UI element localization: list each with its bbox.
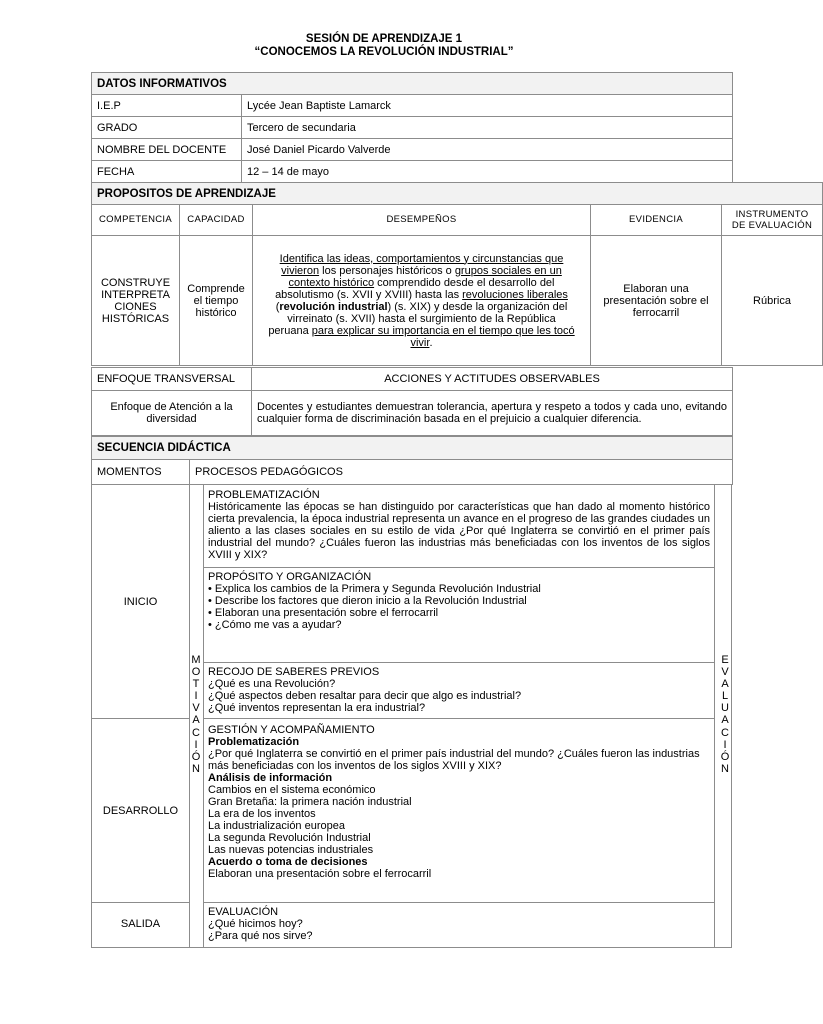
enfoque-table — [91, 367, 733, 436]
problematizacion-title: PROBLEMATIZACIÓN — [208, 489, 320, 501]
proposito-item: • Describe los factores que dieron inicio a la Revolución Industrial — [208, 595, 710, 607]
gestion-item: La segunda Revolución Industrial — [208, 832, 371, 844]
datos-informativos-table — [91, 72, 733, 183]
problematizacion-text: Históricamente las épocas se han distinguido por características que han dado al momento histórico cierta prevalencia, la época industrial representa un avance en el progreso de las grandes ciudades un aliento a las clases sociales en su estilo de vida ¿Por qué Inglaterra se convirtió en el primer país industrial del mundo? ¿Cuáles fueron las industrias más beneficiadas con los inventos de los siglos XVIII y XIX? — [208, 501, 710, 561]
gestion-box — [203, 718, 715, 903]
competencia-value: CONSTRUYE INTERPRETA CIONES HISTÓRICAS — [92, 236, 180, 366]
datos-heading: DATOS INFORMATIVOS — [92, 73, 733, 95]
propositos-table — [91, 182, 823, 366]
proposito-box — [203, 567, 715, 663]
proposito-item: • Explica los cambios de la Primera y Segunda Revolución Industrial — [208, 583, 710, 595]
instrumento-value: Rúbrica — [722, 236, 823, 366]
momento-desarrollo: DESARROLLO — [102, 805, 179, 817]
momento-inicio: INICIO — [123, 596, 158, 608]
evaluacion-line: ¿Qué hicimos hoy? — [208, 918, 303, 930]
secuencia-table — [91, 436, 733, 485]
acciones-heading: ACCIONES Y ACTITUDES OBSERVABLES — [252, 368, 733, 391]
datos-value: Lycée Jean Baptiste Lamarck — [242, 95, 733, 117]
capacidad-value: Comprende el tiempo histórico — [180, 236, 253, 366]
saberes-line: ¿Qué aspectos deben resaltar para decir que algo es industrial? — [208, 690, 522, 702]
datos-value: 12 – 14 de mayo — [242, 161, 733, 183]
proposito-title: PROPÓSITO Y ORGANIZACIÓN — [208, 571, 372, 583]
motivacion-label: M O T I V A C I Ó N — [191, 654, 201, 775]
col-desempenos: DESEMPEÑOS — [253, 205, 591, 236]
datos-label: I.E.P — [92, 95, 242, 117]
propositos-heading: PROPOSITOS DE APRENDIZAJE — [92, 183, 823, 205]
saberes-title: RECOJO DE SABERES PREVIOS — [208, 666, 380, 678]
momento-salida: SALIDA — [120, 918, 161, 930]
procesos-heading: PROCESOS PEDAGÓGICOS — [190, 460, 733, 485]
gestion-question: ¿Por qué Inglaterra se convirtió en el primer país industrial del mundo? ¿Cuáles fueron las industrias más beneficiadas con los inventos de los siglos XVIII y XIX? — [208, 748, 700, 772]
gestion-final: Elaboran una presentación sobre el ferrocarril — [208, 868, 432, 880]
secuencia-heading: SECUENCIA DIDÁCTICA — [92, 437, 733, 460]
col-capacidad: CAPACIDAD — [180, 205, 253, 236]
session-title: SESIÓN DE APRENDIZAJE 1 — [305, 33, 463, 45]
proposito-item: • ¿Cómo me vas a ayudar? — [208, 619, 710, 631]
gestion-item: La industrialización europea — [208, 820, 345, 832]
gestion-item: La era de los inventos — [208, 808, 316, 820]
gestion-sub-acuerdo: Acuerdo o toma de decisiones — [208, 856, 368, 868]
momentos-heading: MOMENTOS — [92, 460, 190, 485]
session-subtitle: “CONOCEMOS LA REVOLUCIÓN INDUSTRIAL” — [254, 46, 514, 58]
enfoque-value: Enfoque de Atención a la diversidad — [92, 391, 252, 436]
col-evidencia: EVIDENCIA — [591, 205, 722, 236]
evaluacion-line: ¿Para qué nos sirve? — [208, 930, 313, 942]
evaluacion-box — [203, 902, 715, 948]
datos-label: FECHA — [92, 161, 242, 183]
gestion-sub-analisis: Análisis de información — [208, 772, 333, 784]
gestion-item: Cambios en el sistema económico — [208, 784, 376, 796]
gestion-sub-problematizacion: Problematización — [208, 736, 300, 748]
evaluacion-title: EVALUACIÓN — [208, 906, 279, 918]
desempeno-value: Identifica las ideas, comportamientos y circunstancias que vivieron los personajes históricos o grupos sociales en un contexto histórico comprendido desde el desarrollo del absolutismo (s. XVII y XVIII) hasta las revoluciones liberales (revolución industrial) (s. XIX) y desde la organización del virreinato (s. XVII) hasta el surgimiento de la República peruana para explicar su importancia en el tiempo que les tocó vivir. — [253, 236, 591, 366]
evidencia-value: Elaboran una presentación sobre el ferrocarril — [591, 236, 722, 366]
col-competencia: COMPETENCIA — [92, 205, 180, 236]
saberes-box — [203, 662, 715, 719]
gestion-item: Gran Bretaña: la primera nación industrial — [208, 796, 412, 808]
enfoque-heading: ENFOQUE TRANSVERSAL — [92, 368, 252, 391]
gestion-item: Las nuevas potencias industriales — [208, 844, 374, 856]
saberes-line: ¿Qué inventos representan la era industrial? — [208, 702, 426, 714]
datos-value: Tercero de secundaria — [242, 117, 733, 139]
col-instrumento: INSTRUMENTO DE EVALUACIÓN — [722, 205, 823, 236]
acciones-value: Docentes y estudiantes demuestran tolerancia, apertura y respeto a todos y cada uno, evitando cualquier forma de discriminación basada en el prejuicio a cualquier diferencia. — [252, 391, 733, 436]
secuencia-body — [91, 484, 732, 948]
proposito-item: • Elaboran una presentación sobre el ferrocarril — [208, 607, 710, 619]
datos-label: NOMBRE DEL DOCENTE — [92, 139, 242, 161]
gestion-title: GESTIÓN Y ACOMPAÑAMIENTO — [208, 724, 375, 736]
datos-label: GRADO — [92, 117, 242, 139]
saberes-line: ¿Qué es una Revolución? — [208, 678, 336, 690]
problematizacion-box — [203, 484, 715, 568]
evaluacion-label: E V A L U A C I Ó N — [720, 654, 730, 775]
datos-value: José Daniel Picardo Valverde — [242, 139, 733, 161]
